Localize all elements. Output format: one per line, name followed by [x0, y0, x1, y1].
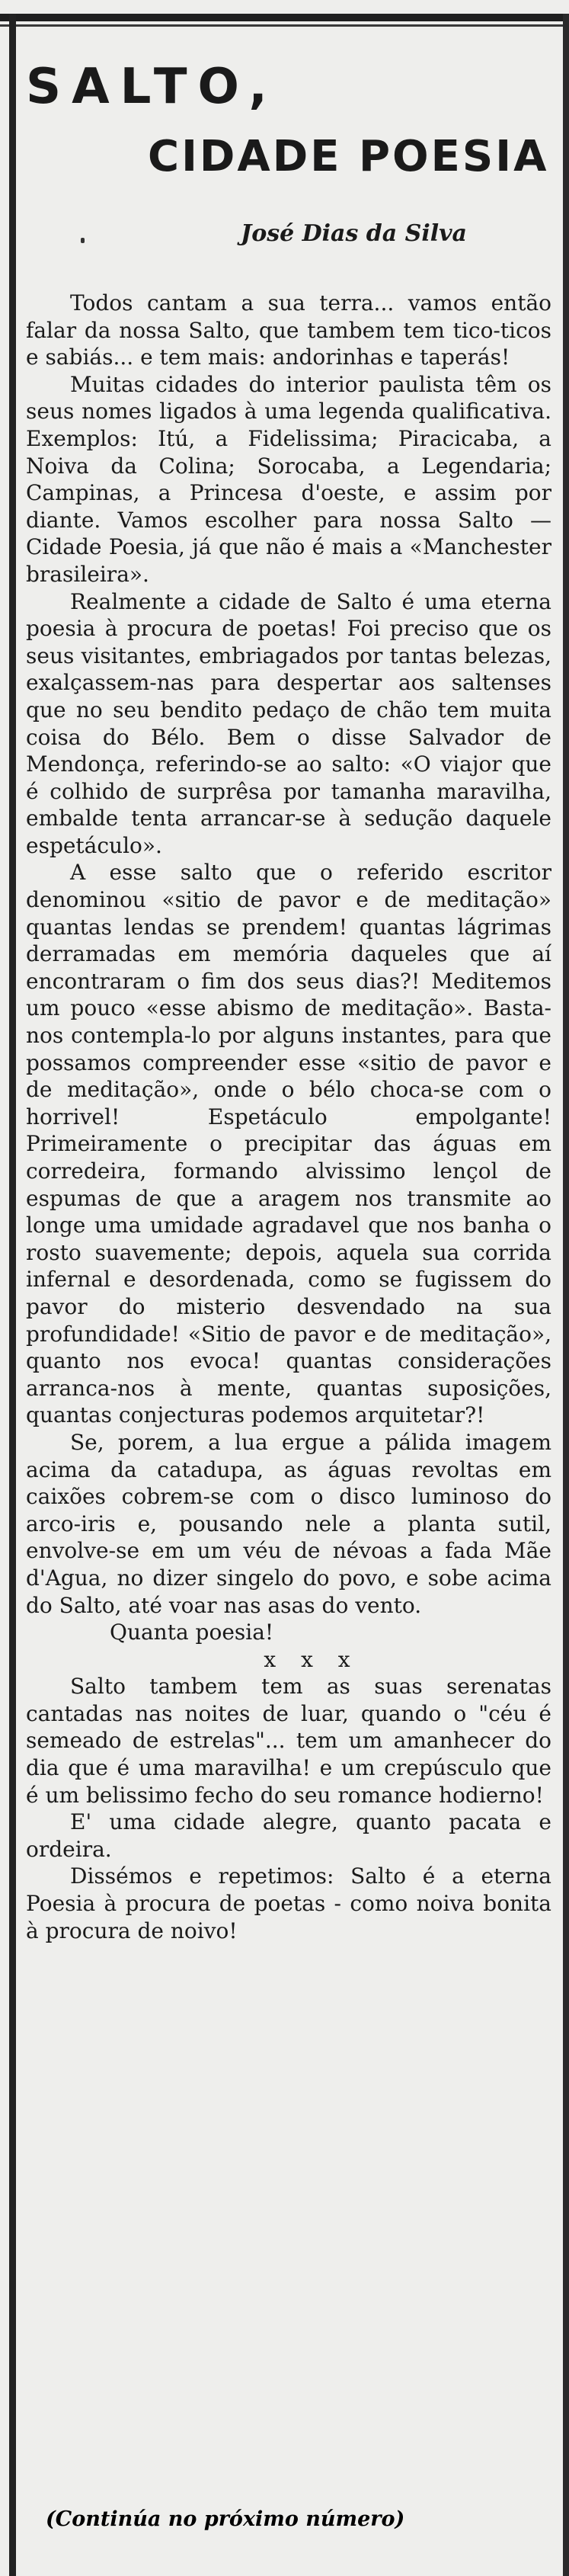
paragraph-8: Dissémos e repetimos: Salto é a eterna Poesia à procura de poetas - como noiva bonita à procura de noivo!	[26, 1863, 551, 1943]
author-byline: José Dias da Silva	[241, 220, 467, 247]
paragraph-7: E' uma cidade alegre, quanto pacata e ordeira.	[26, 1809, 551, 1862]
paragraph-1: Todos cantam a sua terra... vamos então falar da nossa Salto, que tambem tem tico-ticos e sabiás... e tem mais: andorinhas e taperás!	[26, 290, 551, 370]
section-separator: x x x	[264, 1646, 360, 1672]
continuation-note: (Continúa no próximo número)	[46, 2507, 405, 2531]
paragraph-6: Salto tambem tem as suas serenatas cantadas nas noites de luar, quando o "céu é semeado de estrelas"... tem um amanhecer do dia que é uma maravilha! e um crepúsculo que é um belissimo fecho do seu romance hodierno!	[26, 1674, 551, 1808]
top-border-thin-rule	[0, 24, 569, 27]
article-body	[26, 290, 551, 1944]
ink-speck	[81, 238, 85, 243]
right-border-rule	[563, 14, 569, 2576]
top-border-rule	[0, 14, 569, 21]
left-border-rule	[9, 14, 16, 2576]
paragraph-3: Realmente a cidade de Salto é uma eterna poesia à procura de poetas! Foi preciso que os seus visitantes, embriagados por tantas belezas, exalçassem-nas para despertar aos saltenses que no seu bendito pedaço de chão tem muita coisa do Bélo. Bem o disse Salvador de Mendonça, referindo-se ao salto: «O viajor que é colhido de surprêsa por tamanha maravilha, embalde tenta arrancar-se à sedução daquele espetáculo».	[26, 588, 551, 858]
paragraph-4: A esse salto que o referido escritor denominou «sitio de pavor e de meditação» quantas lendas se prendem! quantas lágrimas derramadas em memória daqueles que aí encontraram o fim dos seus dias?! Meditemos um pouco «esse abismo de meditação». Basta-nos contempla-lo por alguns instantes, para que possamos compreender esse «sitio de pavor e de meditação», onde o bélo choca-se com o horrivel! Espetáculo empolgante! Primeiramente o precipitar das águas em corredeira, formando alvissimo lençol de espumas de que a aragem nos transmite ao longe uma umidade agradavel que nos banha o rosto suavemente; depois, aquela sua corrida infernal e desordenada, como se fugissem do pavor do misterio desvendado na sua profundidade! «Sitio de pavor e de meditação», quanto nos evoca! quantas considerações arranca-nos à mente, quantas suposições, quantas conjecturas podemos arquitetar?!	[26, 860, 551, 1428]
title-line-2: CIDADE POESIA	[148, 132, 549, 181]
title-line-1: SALTO,	[26, 59, 278, 115]
closing-exclamation: Quanta poesia!	[110, 1620, 274, 1645]
paragraph-5: Se, porem, a lua ergue a pálida imagem acima da catadupa, as águas revoltas em caixões cobrem-se com o disco luminoso do arco-iris e, pousando nele a planta sutil, envolve-se em um véu de névoas a fada Mãe d'Agua, no dizer singelo do povo, e sobe acima do Salto, até voar nas asas do vento.	[26, 1429, 551, 1618]
paragraph-2: Muitas cidades do interior paulista têm os seus nomes ligados à uma legenda qualificativa. Exemplos: Itú, a Fidelissima; Piracicaba, a Noiva da Colina; Sorocaba, a Legendaria; Campinas, a Princesa d'oeste, e assim por diante. Vamos escolher para nossa Salto — Cidade Poesia, já que não é mais a «Manchester brasileira».	[26, 371, 551, 587]
